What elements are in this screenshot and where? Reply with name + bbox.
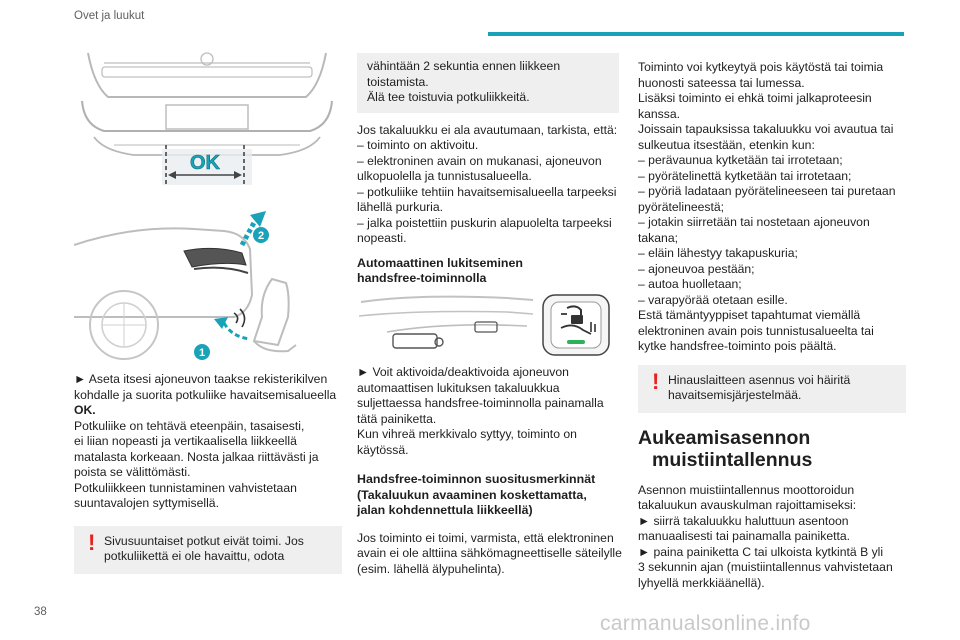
heading-line: Automaattinen lukitseminen: [357, 255, 523, 270]
text-line: huonosti sateessa tai lumessa.: [638, 75, 805, 90]
text-line: ulkopuolella ja tunnistusalueella.: [357, 169, 532, 183]
text-line: Jos toiminto ei toimi, varmista, että elektroninen: [357, 530, 614, 545]
text-line: – eläin lähestyy takapuskuria;: [638, 246, 798, 260]
text-line: Jos takaluukku ei ala avautumaan, tarkista, että:: [357, 122, 618, 137]
conditions-paragraph: [638, 60, 906, 355]
heading-line: Handsfree-toiminnon suositusmerkinnät: [357, 472, 596, 486]
heading-line: (Takaluukun avaaminen koskettamatta,: [357, 487, 587, 502]
text-line: – perävaunua kytketään tai irrotetaan;: [638, 153, 843, 167]
text-line: suuntavalojen syttymisellä.: [74, 496, 219, 510]
column-1: [74, 372, 342, 574]
text-line: lyhyellä merkkiäänellä).: [638, 575, 765, 590]
text-line: poista se välittömästi.: [74, 465, 191, 479]
text-line: vähintään 2 sekuntia ennen liikkeen: [367, 59, 561, 73]
section-title: Ovet ja luukut: [74, 10, 145, 22]
text-line: – jotakin siirretään tai nostetaan ajoneuvon: [638, 215, 870, 229]
text-line: Lisäksi toiminto ei ehkä toimi jalkaproteesin: [638, 91, 872, 105]
text-line: elektroninen avain pois tunnistusalueelta tai: [638, 323, 874, 338]
body-paragraph: [74, 419, 342, 512]
text-line: ► Aseta itsesi ajoneuvon taakse rekisterikilven: [74, 372, 328, 386]
column-2: [357, 53, 619, 296]
text-line: potkuliikettä ei ole havaittu, odota: [104, 549, 285, 563]
continued-warning-box: [357, 53, 619, 113]
text-line: – jalka poistettiin puskurin alapuolelta tarpeeksi: [357, 215, 612, 230]
warning-box: [74, 526, 342, 574]
auto-lock-paragraph: [357, 365, 619, 458]
text-line: ► siirrä takaluukku haluttuun asentoon: [638, 513, 849, 528]
text-line: Potkuliike on tehtävä eteenpäin, tasaisesti,: [74, 418, 305, 433]
ok-label: OK: [190, 152, 220, 174]
text-line: tätä painiketta.: [357, 411, 437, 426]
text-line: ► paina painiketta C tai ulkoista kytkintä B yli: [638, 544, 884, 559]
watermark: carmanualsonline.info: [600, 612, 811, 635]
text-line: Hinauslaitteen asennus voi häiritä: [668, 372, 851, 387]
text-line: – ajoneuvoa pestään;: [638, 261, 755, 276]
page-number: 38: [34, 606, 47, 618]
text-line: (esim. lähellä älypuhelinta).: [357, 561, 505, 576]
text-line: ► Voit aktivoida/deaktivoida ajoneuvon: [357, 365, 569, 379]
text-line: – pyöriä ladataan pyörätelineeseen tai puretaan: [638, 184, 896, 198]
warning-icon: !: [88, 529, 96, 555]
text-line: kanssa.: [638, 106, 681, 121]
text-line: lähellä purkuria.: [357, 200, 444, 214]
text-line: manuaalisesti tai painamalla painiketta.: [638, 529, 851, 543]
text-line: takaluukun avauskulman rajoittamiseksi:: [638, 498, 857, 512]
recommendation-paragraph: [357, 530, 622, 578]
text-line: Joissain tapauksissa takaluukku voi avautua tai: [638, 122, 894, 136]
text-line: suljettaessa handsfree-toiminnolla painamalla: [357, 396, 604, 410]
heading-memory: [638, 427, 906, 471]
text-line: takana;: [638, 230, 678, 245]
text-line: Asennon muistiintallennus moottoroidun: [638, 482, 855, 497]
heading-line: jalan kohdennettula liikkeellä): [357, 503, 533, 517]
text-line: sulkeutua itsestään, etenkin kun:: [638, 137, 815, 152]
text-line: – pyörätelinettä kytketään tai irrotetaan;: [638, 168, 852, 183]
text-line: OK.: [74, 403, 96, 417]
text-line: havaitsemisjärjestelmää.: [668, 388, 802, 402]
text-line: Potkuliikkeen tunnistaminen vahvistetaan: [74, 480, 297, 495]
heading-auto-locking: [357, 256, 619, 287]
text-line: – varapyörää otetaan esille.: [638, 292, 788, 307]
callout-1: 1: [198, 347, 206, 359]
text-line: – potkuliike tehtiin havaitsemisalueella tarpeeksi: [357, 184, 617, 199]
text-line: käytössä.: [357, 442, 409, 457]
checklist-paragraph: [357, 123, 619, 247]
column-2-lower: [357, 365, 622, 586]
text-line: ei liian nopeasti ja vertikaalisella liikkeellä: [74, 434, 297, 448]
rear-bumper-ok-illustration: [74, 45, 340, 190]
text-line: Sivusuuntaiset potkut eivät toimi. Jos: [104, 533, 304, 548]
text-line: pyörätelineestä;: [638, 199, 725, 214]
text-line: nopeasti.: [357, 231, 407, 245]
header-accent-bar: [488, 32, 904, 36]
auto-lock-illustration: [357, 292, 617, 358]
text-line: – elektroninen avain on mukanasi, ajoneuvon: [357, 153, 602, 168]
column-3: [638, 60, 906, 600]
text-line: kytke handsfree-toiminto pois päältä.: [638, 339, 837, 353]
towbar-warning-box: [638, 365, 906, 413]
text-line: automaattisen lukituksen takaluukkua: [357, 380, 560, 395]
text-line: Estä tämäntyyppiset tapahtumat viemällä: [638, 308, 861, 322]
text-line: matalasta korkeaan. Nosta jalkaa riittävästi ja: [74, 449, 319, 464]
callout-2: 2: [257, 230, 265, 242]
heading-line: Aukeamisasennon: [638, 426, 811, 449]
warning-icon: !: [652, 368, 660, 394]
kick-sensor-illustration: [74, 205, 340, 365]
heading-line: handsfree-toiminnolla: [357, 271, 487, 285]
text-line: Toiminto voi kytkeytyä pois käytöstä tai toimia: [638, 60, 884, 74]
heading-line: muistiintallennus: [652, 448, 813, 471]
text-line: toistamista.: [367, 74, 429, 89]
text-line: 3 sekunnin ajan (muistiintallennus vahvistetaan: [638, 560, 893, 574]
instruction-paragraph: [74, 372, 342, 419]
text-line: – autoa huolletaan;: [638, 277, 742, 291]
text-line: Kun vihreä merkkivalo syttyy, toiminto on: [357, 427, 577, 441]
text-line: – toiminto on aktivoitu.: [357, 138, 479, 152]
memory-paragraph: [638, 483, 906, 592]
text-line: avain ei ole alttiina sähkömagneettiselle säteilylle: [357, 546, 622, 560]
heading-recommendations: [357, 472, 619, 519]
text-line: Älä tee toistuvia potkuliikkeitä.: [367, 90, 530, 104]
text-line: kohdalle ja suorita potkuliike havaitsemisalueella: [74, 387, 337, 402]
